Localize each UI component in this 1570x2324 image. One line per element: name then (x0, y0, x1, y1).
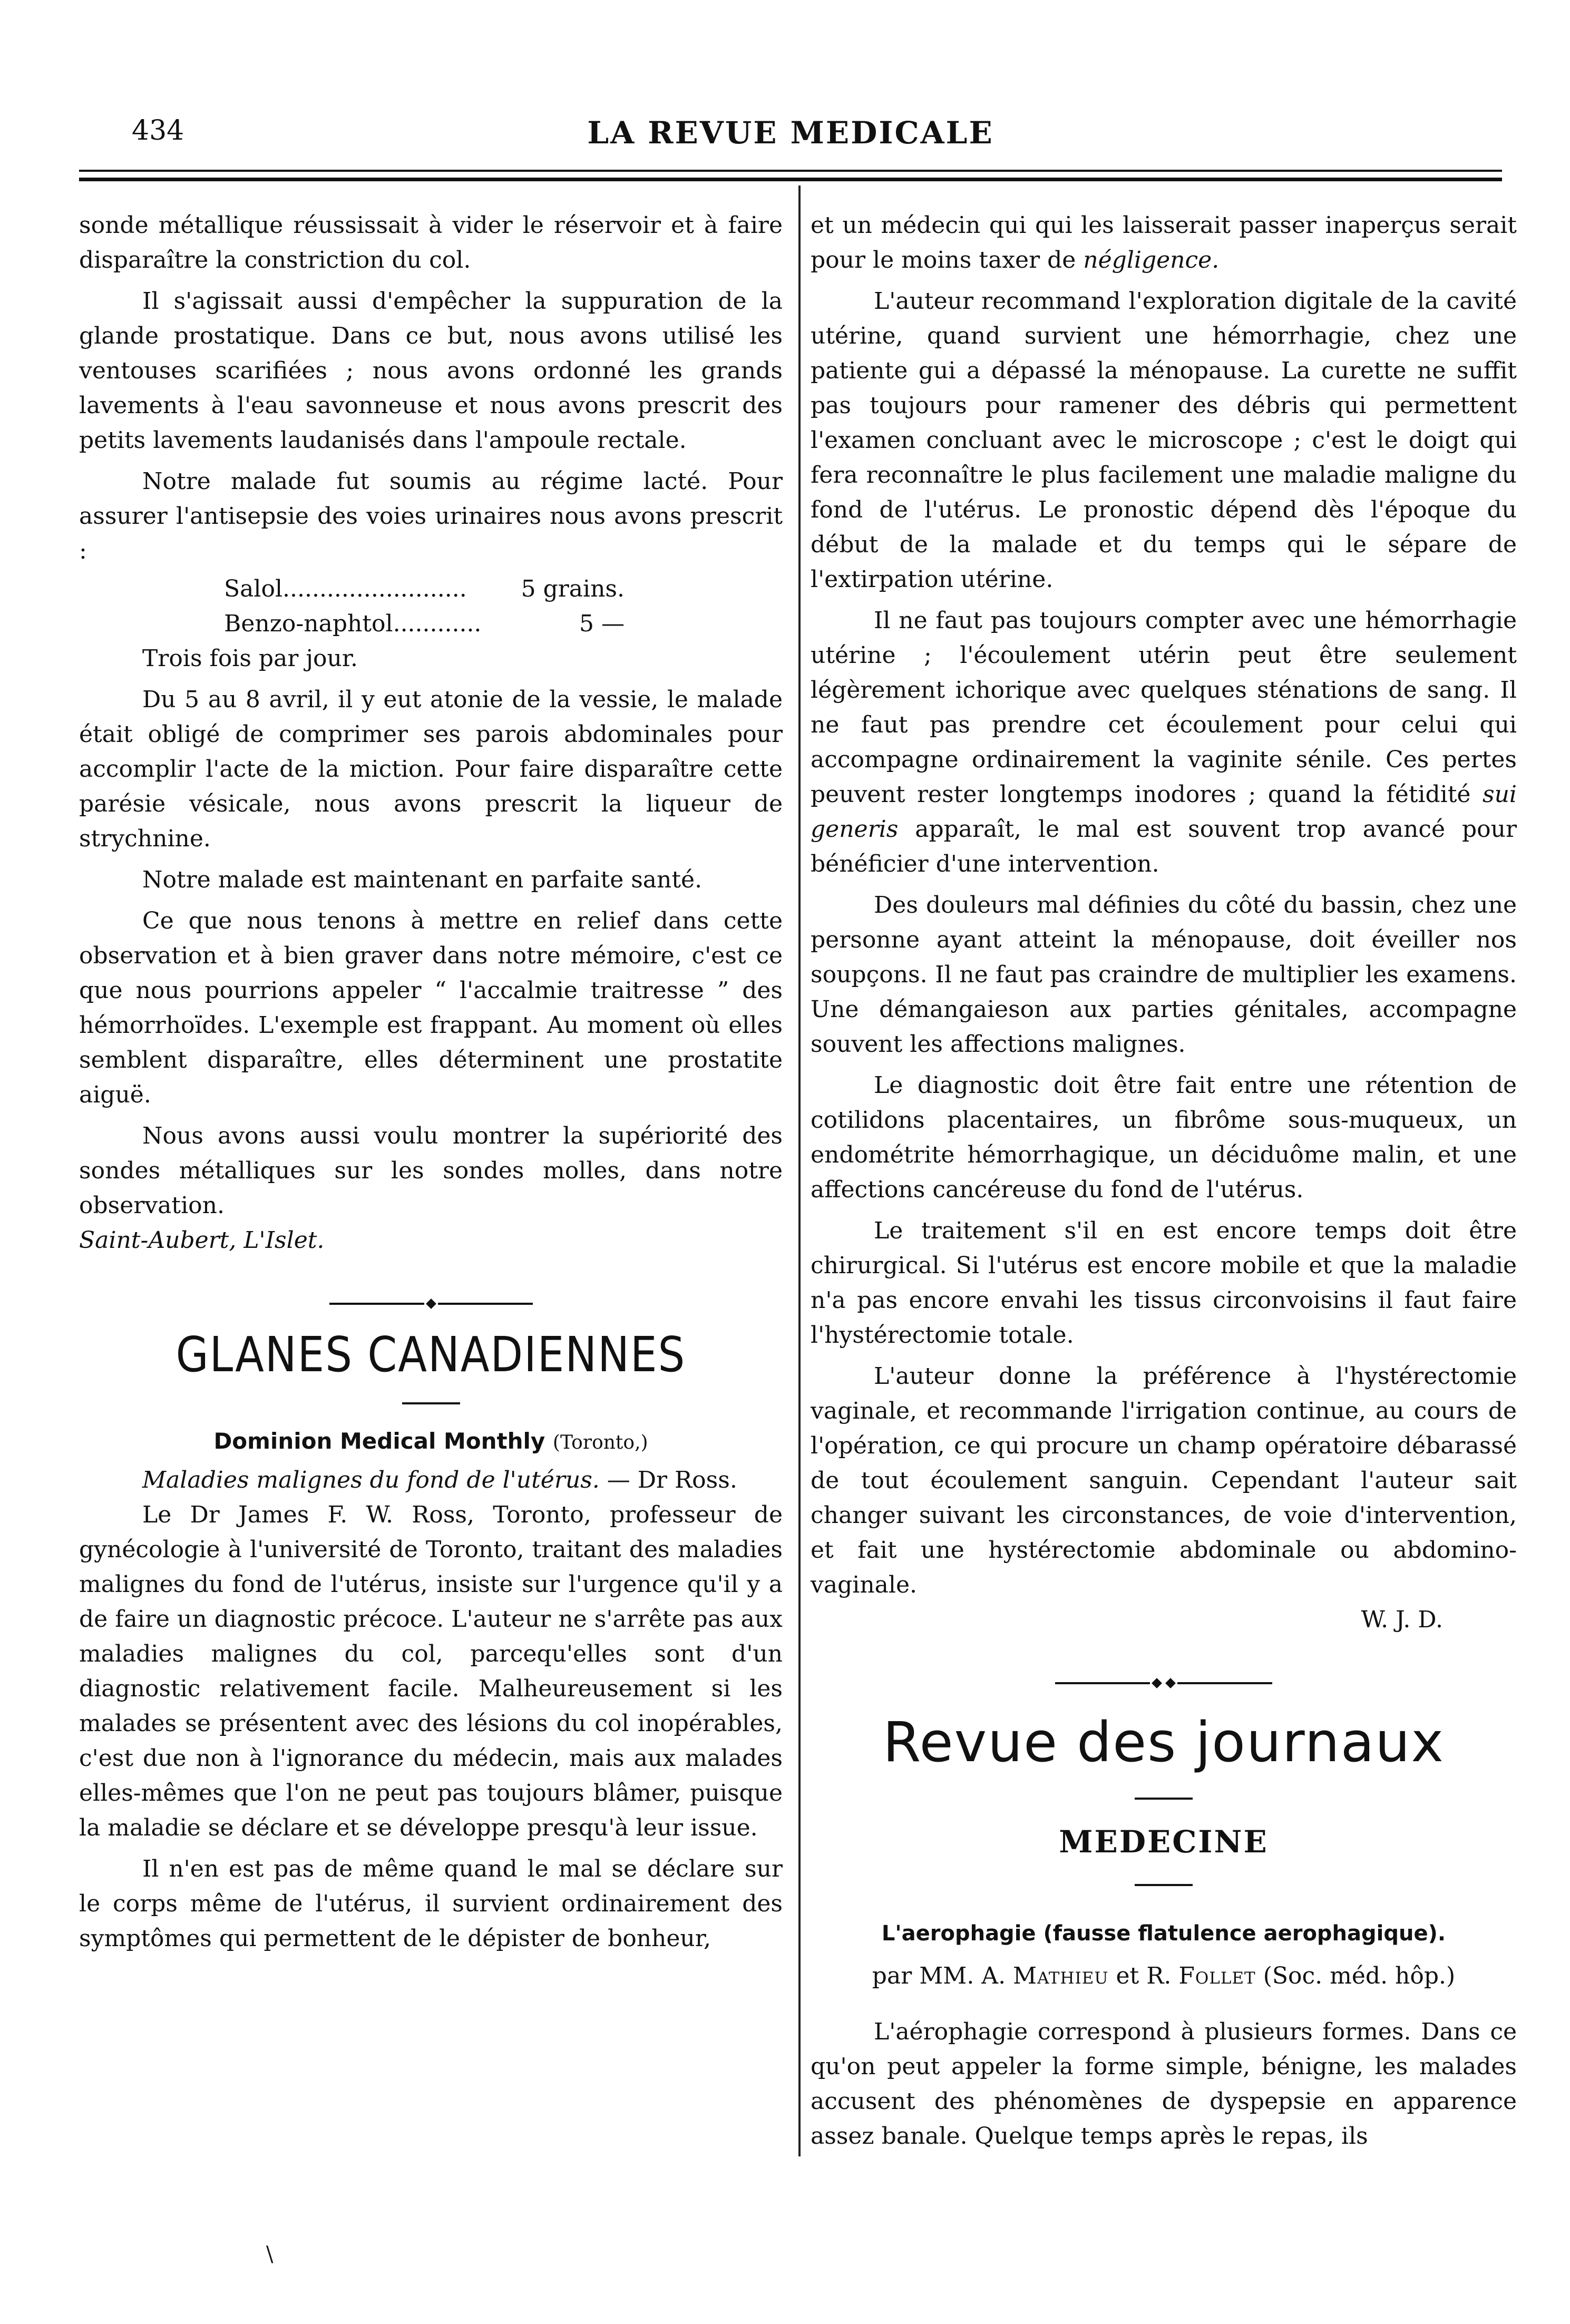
source-journal: Dominion Medical Monthly (Toronto,) (213, 1428, 648, 1454)
left-column (79, 208, 783, 1956)
paragraph: L'auteur donne la préférence à l'hystérectomie vaginale, et recommande l'irrigation continue, au cours de l'opération, ce qui procure un champ opératoire débarassé de tout écoulement sanguin. Cependant l'auteur sait changer suivant les circonstances, de voie d'intervention, et fait une hystérectomie abdominale ou abdomino-vaginale. (811, 1363, 1517, 1598)
section-ornament (79, 1300, 783, 1307)
prescription-line: Salol ......................... 5 grains. (224, 575, 625, 602)
right-column (811, 208, 1517, 2154)
prescription-line: Benzo-naphtol ............ 5 — (224, 610, 625, 637)
paragraph: L'auteur recommand l'exploration digitale de la cavité utérine, quand survient une hémorrhagie, chez une patiente gui a dépassé la ménopause. La curette ne suffit pas toujours pour ramener des débris qui permettent l'examen concluant avec le microscope ; c'est le doigt qui fera reconnaître le plus facilement une maladie maligne du fond de l'utérus. Le pronostic dépend dès l'époque du début de la malade et du temps qui le sépare de l'extirpation utérine. (811, 288, 1517, 593)
paragraph: Des douleurs mal définies du côté du bassin, chez une personne ayant atteint la ménopause, doit éveiller nos soupçons. Il ne faut pas craindre de multiplier les examens. Une démangaieson aux parties génitales, accompagne souvent les affections malignes. (811, 892, 1517, 1058)
prescription (79, 572, 783, 641)
paragraph: Il ne faut pas toujours compter avec une hémorrhagie utérine ; l'écoulement utérin peut être seulement légèrement ichorique avec quelques sténations de sang. Il ne faut pas prendre cet écoulement pour celui qui accompagne ordinairement la vaginite sénile. Ces pertes peuvent rester longtemps inodores ; quand la fétidité sui generis apparaît, le mal est souvent trop avancé pour bénéficier d'une intervention. (811, 607, 1517, 877)
header-rule (79, 170, 1502, 181)
section-title: Revue des journaux (883, 1710, 1445, 1774)
title-rule (1135, 1798, 1193, 1800)
article-heading: Maladies malignes du fond de l'utérus. — Dr Ross. (142, 1467, 737, 1493)
paragraph: sonde métallique réussissait à vider le réservoir et à faire disparaître la constriction du col. (79, 212, 783, 274)
paragraph: Notre malade est maintenant en parfaite santé. (142, 866, 703, 893)
paragraph: L'aérophagie correspond à plusieurs formes. Dans ce qu'on peut appeler la forme simple, bénigne, les malades accusent des phénomènes de dyspepsie en apparence assez banale. Quelque temps après le repas, ils (811, 2018, 1517, 2150)
footer-mark: \ (266, 2242, 274, 2267)
subsection-title: MEDECINE (1059, 1824, 1269, 1860)
paragraph: Notre malade fut soumis au régime lacté. Pour assurer l'antisepsie des voies urinaires nous avons prescrit : (79, 468, 783, 564)
section-ornament (811, 1679, 1517, 1687)
page-number: 434 (132, 115, 184, 147)
paragraph: Ce que nous tenons à mettre en relief dans cette observation et à bien graver dans notre mémoire, c'est ce que nous pourrions appeler “ l'accalmie traitresse ” des hémorrhoïdes. L'exemple est frappant. Au moment où elles semblent disparaître, elles déterminent une prostatite aiguë. (79, 907, 783, 1108)
paragraph: Il n'en est pas de même quand le mal se déclare sur le corps même de l'utérus, il survient ordinairement des symptômes qui permettent de le dépister de bonheur, (79, 1856, 783, 1952)
author-initials: W. J. D. (1361, 1606, 1443, 1633)
paragraph: Le Dr James F. W. Ross, Toronto, professeur de gynécologie à l'université de Toronto, traitant des maladies malignes du fond de l'utérus, insiste sur l'urgence qu'il y a de faire un diagnostic précoce. L'auteur ne s'arrête pas aux maladies malignes du col, parcequ'elles sont d'un diagnostic relativement facile. Malheureusement si les malades se présentent avec des lésions du col inopérables, c'est due non à l'ignorance du médecin, mais aux malades elles-mêmes que l'on ne peut pas toujours blâmer, puisque la maladie se déclare et se développe presqu'à leur issue. (79, 1501, 783, 1841)
paragraph: Trois fois par jour. (142, 645, 358, 672)
paragraph: et un médecin qui qui les laisserait passer inaperçus serait pour le moins taxer de négligence. (811, 212, 1517, 274)
paragraph: Nous avons aussi voulu montrer la supériorité des sondes métalliques sur les sondes molles, dans notre observation. (79, 1122, 783, 1219)
title-rule (1135, 1884, 1193, 1886)
paragraph: Le traitement s'il en est encore temps doit être chirurgical. Si l'utérus est encore mobile et que la maladie n'a pas encore envahi les tissus circonvoisins il faut faire l'hystérectomie totale. (811, 1217, 1517, 1349)
column-divider (798, 185, 801, 2156)
title-rule (402, 1402, 460, 1404)
article-byline: par MM. A. Mathieu et R. Follet (Soc. méd. hôp.) (872, 1962, 1456, 1989)
paragraph: Du 5 au 8 avril, il y eut atonie de la vessie, le malade était obligé de comprimer ses parois abdominales pour accomplir l'acte de la miction. Pour faire disparaître cette parésie vésicale, nous avons prescrit la liqueur de strychnine. (79, 686, 783, 852)
author-signature: Saint-Aubert, L'Islet. (79, 1227, 325, 1254)
paragraph: Il s'agissait aussi d'empêcher la suppuration de la glande prostatique. Dans ce but, nous avons utilisé les ventouses scarifiées ; nous avons ordonné les grands lavements à l'eau savonneuse et nous avons prescrit des petits lavements laudanisés dans l'ampoule rectale. (79, 288, 783, 454)
article-title: L'aerophagie (fausse flatulence aerophagique). (881, 1921, 1446, 1946)
section-title: GLANES CANADIENNES (175, 1326, 686, 1383)
running-title: LA REVUE MEDICALE (587, 115, 994, 151)
page-header (79, 115, 1502, 168)
paragraph: Le diagnostic doit être fait entre une rétention de cotilidons placentaires, un fibrôme sous-muqueux, un endométrite hémorrhagique, un déciduôme malin, et une affections cancéreuse du fond de l'utérus. (811, 1072, 1517, 1203)
